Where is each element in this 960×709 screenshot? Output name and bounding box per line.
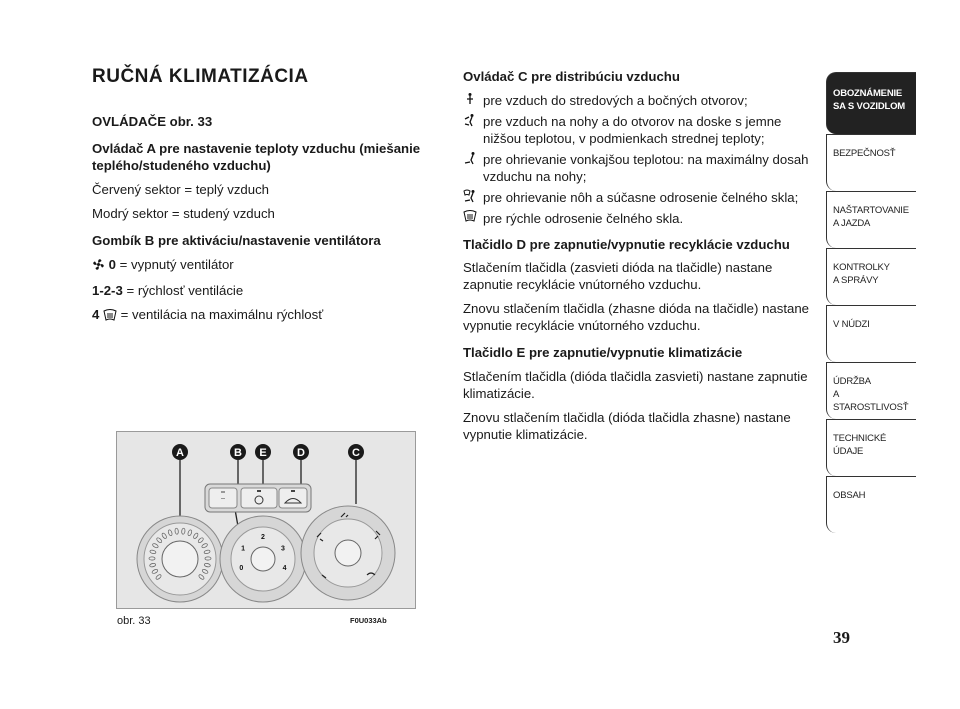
fan-max-key: 4 xyxy=(92,307,100,322)
windshield-defrost-icon xyxy=(463,210,483,222)
button-strip xyxy=(205,484,311,512)
button-e-heading: Tlačidlo E pre zapnutie/vypnutie klimatizácie xyxy=(463,345,743,360)
fan-scale-label: 1 xyxy=(241,545,246,553)
control-a-heading: Ovládač A pre nastavenie teploty vzduchu (miešanie teplého/studeného vzduchu) xyxy=(92,141,421,173)
callout-label: D xyxy=(297,447,305,459)
button-e-text-1: Stlačením tlačidla (dióda tlačidla zasvieti) nastane zapnutie klimatizácie. xyxy=(463,369,808,401)
fan-off-row xyxy=(92,256,437,275)
fan-off-key: 0 xyxy=(108,257,117,272)
callout-b xyxy=(230,444,246,460)
callout-d xyxy=(293,444,309,460)
button-d-heading: Tlačidlo D pre zapnutie/vypnutie recyklácie vzduchu xyxy=(463,237,790,252)
fan-speed-text: = rýchlosť ventilácie xyxy=(122,283,244,298)
windshield-defrost-icon xyxy=(103,308,117,325)
chapter-tab[interactable] xyxy=(826,248,916,305)
climate-panel-figure xyxy=(116,431,416,609)
chapter-tab[interactable] xyxy=(826,476,916,533)
fan-speed-key: 1-2-3 xyxy=(92,283,123,298)
vent-mode-text: pre ohrievanie vonkajšou teplotou: na maximálny dosah vzduchu na nohy; xyxy=(483,152,809,184)
chapter-tab-line1: TECHNICKÉ xyxy=(833,433,887,444)
fan-speed-row xyxy=(92,282,437,299)
left-column xyxy=(92,113,437,325)
callout-e xyxy=(255,444,271,460)
chapter-tab-line1: V NÚDZI xyxy=(833,319,870,330)
chapter-tab[interactable] xyxy=(826,362,916,419)
face-vent-icon xyxy=(463,92,483,106)
fan-scale-label: 4 xyxy=(282,564,287,572)
vent-mode-item xyxy=(463,92,813,109)
vent-mode-text: pre vzduch na nohy a do otvorov na doske s jemne nižšou teplotou, v podmienkach strednej teploty; xyxy=(483,114,782,146)
vent-mode-item xyxy=(463,113,813,147)
fan-max-text: = ventilácia na maximálnu rýchlosť xyxy=(117,307,324,322)
figure-caption: obr. 33 xyxy=(117,615,151,627)
figure-code: F0U033Ab xyxy=(350,616,387,625)
red-sector-text: Červený sektor = teplý vzduch xyxy=(92,182,270,197)
chapter-tab-line1: BEZPEČNOSŤ xyxy=(833,148,896,159)
callout-label: A xyxy=(176,447,184,459)
chapter-tab-line2: SA S VOZIDLOM xyxy=(833,101,905,112)
bi-level-vent-icon xyxy=(463,113,483,127)
chapter-tab[interactable] xyxy=(826,305,916,362)
chapter-tab-line1: NAŠTARTOVANIE xyxy=(833,205,909,216)
chapter-tab[interactable] xyxy=(826,134,916,191)
right-column xyxy=(463,68,813,443)
foot-vent-icon xyxy=(463,151,483,165)
fan-off-text: = vypnutý ventilátor xyxy=(116,257,234,272)
fan-scale-label: 2 xyxy=(261,534,265,541)
callout-label: C xyxy=(352,447,360,459)
controls-heading: OVLÁDAČE obr. 33 xyxy=(92,114,213,129)
distribution-knob xyxy=(301,506,395,600)
chapter-tab-line1: OBOZNÁMENIE xyxy=(833,88,903,99)
control-c-heading: Ovládač C pre distribúciu vzduchu xyxy=(463,69,680,84)
vent-mode-text: pre rýchle odrosenie čelného skla. xyxy=(483,211,684,226)
fan-scale-label: 0 xyxy=(239,564,244,572)
chapter-tab-line1: KONTROLKY xyxy=(833,262,890,273)
chapter-tab-line1: ÚDRŽBA xyxy=(833,376,871,387)
vent-mode-text: pre vzduch do stredových a bočných otvorov; xyxy=(483,93,748,108)
climate-panel-illustration xyxy=(117,432,415,608)
callout-a xyxy=(172,444,188,460)
chapter-tab[interactable] xyxy=(826,419,916,476)
control-b-heading: Gombík B pre aktiváciu/nastavenie ventilátora xyxy=(92,233,381,248)
page-title: RUČNÁ KLIMATIZÁCIA xyxy=(92,66,309,87)
button-e-text-2: Znovu stlačením tlačidla (dióda tlačidla zhasne) nastane vypnutie klimatizácie. xyxy=(463,410,791,442)
chapter-tab[interactable] xyxy=(826,191,916,248)
vent-mode-item xyxy=(463,210,813,227)
callout-c xyxy=(348,444,364,460)
chapter-tab-line2: A JAZDA xyxy=(833,218,871,229)
chapter-tab-line1: OBSAH xyxy=(833,490,866,501)
vent-mode-item xyxy=(463,151,813,185)
fan-scale-label: 3 xyxy=(280,545,285,553)
vent-mode-text: pre ohrievanie nôh a súčasne odrosenie čelného skla; xyxy=(483,190,799,205)
vent-mode-item xyxy=(463,189,813,206)
chapter-index-sidebar xyxy=(826,72,916,533)
button-d-text-2: Znovu stlačením tlačidla (zhasne dióda na tlačidle) nastane vypnutie recyklácie vnútorného vzduchu. xyxy=(463,301,810,333)
fan-knob xyxy=(220,516,306,602)
fan-icon xyxy=(92,258,105,275)
callout-label: B xyxy=(234,447,242,459)
button-d-text-1: Stlačením tlačidla (zasvieti dióda na tlačidle) nastane zapnutie recyklácie vnútorného vzduchu. xyxy=(463,260,773,292)
temperature-knob xyxy=(137,516,223,602)
page-number: 39 xyxy=(833,628,850,647)
chapter-tab[interactable] xyxy=(826,72,916,134)
vent-mode-list xyxy=(463,92,813,227)
blue-sector-text: Modrý sektor = studený vzduch xyxy=(92,206,275,221)
foot-defrost-icon xyxy=(463,189,483,203)
chapter-tab-line2: A SPRÁVY xyxy=(833,275,879,286)
chapter-tab-line2: ÚDAJE xyxy=(833,446,864,457)
chapter-tab-line2: A STAROSTLIVOSŤ xyxy=(833,389,909,413)
fan-max-row xyxy=(92,306,437,325)
callout-label: E xyxy=(259,447,267,459)
